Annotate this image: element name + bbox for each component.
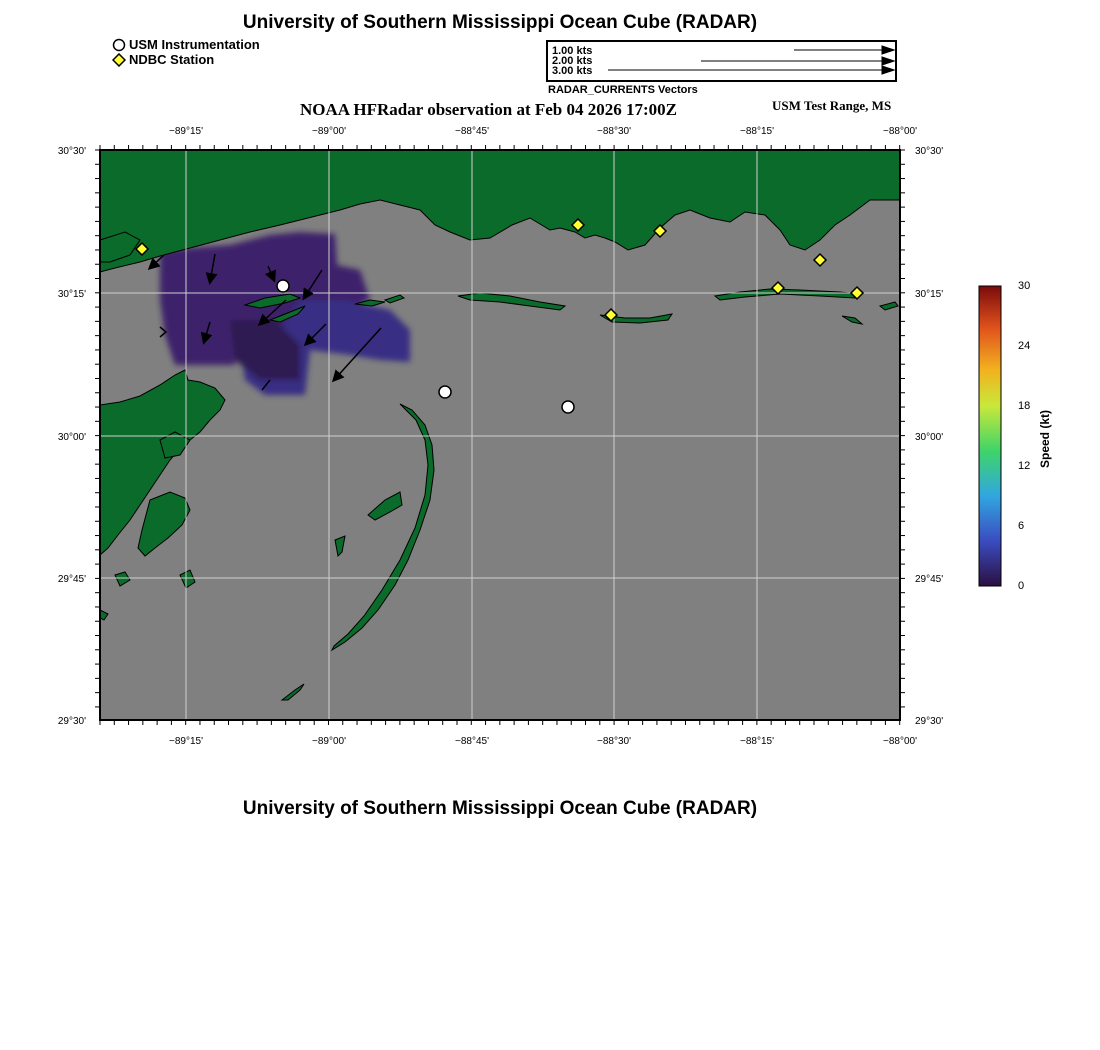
lat-label-left: 29°45'	[57, 574, 86, 585]
legend-usm-label: USM Instrumentation	[129, 37, 260, 52]
lat-label-left: 30°15'	[57, 289, 86, 300]
lat-label-right: 30°15'	[915, 289, 944, 300]
colorbar-tick: 30	[1018, 280, 1031, 292]
lat-label-right: 29°45'	[915, 574, 944, 585]
lon-label-top: −89°00'	[312, 126, 346, 137]
observation-title: NOAA HFRadar observation at Feb 04 2026 17:00Z	[300, 100, 677, 119]
lon-label-top: −89°15'	[169, 126, 203, 137]
colorbar-tick: 24	[1018, 340, 1031, 352]
vector-scale-2: 2.00 kts	[552, 55, 593, 67]
colorbar-tick: 0	[1018, 580, 1025, 592]
colorbar-tick: 18	[1018, 400, 1031, 412]
lat-label-left: 29°30'	[57, 716, 86, 727]
lon-label-bottom: −88°30'	[597, 736, 631, 747]
range-label: USM Test Range, MS	[772, 98, 892, 113]
lat-label-right: 30°00'	[915, 432, 944, 443]
usm-instrument-marker[interactable]	[277, 280, 289, 292]
lon-label-bottom: −89°15'	[169, 736, 203, 747]
bottom-title: University of Southern Mississippi Ocean Cube (RADAR)	[242, 798, 758, 819]
lon-label-bottom: −88°45'	[455, 736, 489, 747]
usm-instrument-marker[interactable]	[562, 401, 574, 413]
colorbar-tick: 6	[1018, 520, 1025, 532]
lon-label-top: −88°45'	[455, 126, 489, 137]
page-title: University of Southern Mississippi Ocean Cube (RADAR)	[242, 12, 758, 33]
vector-scale-1: 1.00 kts	[552, 45, 593, 57]
lon-label-bottom: −89°00'	[312, 736, 346, 747]
colorbar-title: Speed (kt)	[1038, 409, 1052, 468]
vector-caption: RADAR_CURRENTS Vectors	[548, 84, 698, 96]
lon-label-bottom: −88°00'	[883, 736, 917, 747]
usm-instrument-marker[interactable]	[439, 386, 451, 398]
lon-label-bottom: −88°15'	[740, 736, 774, 747]
legend-ndbc-label: NDBC Station	[129, 52, 215, 67]
lon-label-top: −88°00'	[883, 126, 917, 137]
lat-label-left: 30°00'	[57, 432, 86, 443]
lon-label-top: −88°30'	[597, 126, 631, 137]
lat-label-left: 30°30'	[57, 146, 86, 157]
colorbar-tick: 12	[1018, 460, 1031, 472]
vector-scale-3: 3.00 kts	[552, 65, 593, 77]
lat-label-right: 30°30'	[915, 146, 944, 157]
speed-colorbar	[978, 284, 1002, 588]
lon-label-top: −88°15'	[740, 126, 774, 137]
lat-label-right: 29°30'	[915, 716, 944, 727]
